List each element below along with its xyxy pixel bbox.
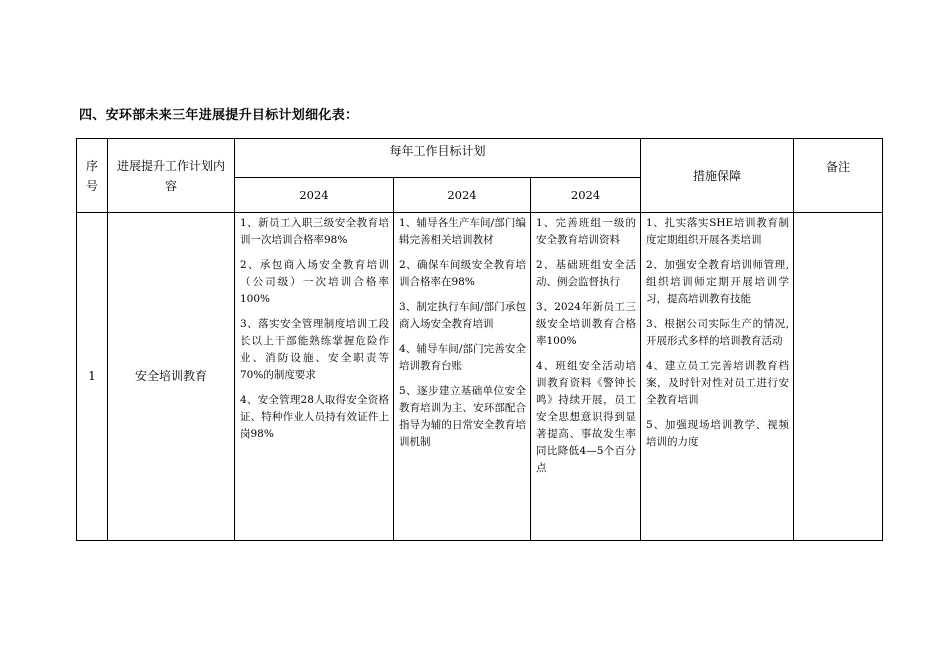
list-item: 2、基础班组安全活动、例会监督执行 [536, 259, 637, 288]
list-item: 1、新员工入职三级安全教育培训一次培训合格率98% [240, 217, 389, 246]
header-measures: 措施保障 [641, 139, 794, 213]
header-year-2: 2024 [394, 178, 531, 213]
header-seq: 序号 [77, 139, 108, 213]
list-item: 4、安全管理28人取得安全资格证、特种作业人员持有效证件上岗98% [240, 394, 389, 440]
row-measures [641, 213, 794, 541]
header-annual-plan: 每年工作目标计划 [235, 139, 641, 178]
row-year-3-plan [531, 213, 641, 541]
header-year-1: 2024 [235, 178, 394, 213]
section-heading: 四、安环部未来三年进展提升目标计划细化表： [79, 108, 359, 123]
list-item: 2、确保车间级安全教育培训合格率在98% [399, 259, 526, 288]
header-content: 进展提升工作计划内容 [108, 139, 235, 213]
list-item: 1、辅导各生产车间/部门编辑完善相关培训教材 [399, 217, 526, 246]
list-item: 1、扎实落实SHE培训教育制度定期组织开展各类培训 [646, 217, 790, 246]
table-row [77, 213, 883, 541]
list-item: 3、制定执行车间/部门承包商入场安全教育培训 [399, 301, 526, 330]
list-item: 3、落实安全管理制度培训工段长以上干部能熟练掌握危险作业、消防设施、安全职责等70%的制度要求 [240, 318, 389, 381]
row-remarks [794, 213, 883, 541]
row-year-2-plan [394, 213, 531, 541]
list-item: 4、建立员工完善培训教育档案，及时针对性对员工进行安全教育培训 [646, 360, 790, 406]
list-item: 3、2024年新员工三级安全培训教育合格率100% [536, 301, 637, 347]
row-content: 安全培训教育 [108, 213, 235, 541]
list-item: 5、加强现场培训教学、视频培训的力度 [646, 419, 790, 448]
list-item: 4、辅导车间/部门完善安全培训教育台账 [399, 343, 526, 372]
list-item: 2、加强安全教育培训师管理,组织培训师定期开展培训学习，提高培训教育技能 [646, 259, 790, 305]
list-item: 2、承包商入场安全教育培训（公司级）一次培训合格率100% [240, 259, 389, 305]
header-remarks: 备注 [794, 139, 883, 213]
row-seq: 1 [77, 213, 108, 541]
list-item: 4、班组安全活动培训教育资料《警钟长鸣》持续开展，员工安全思想意识得到显著提高、事故发生率同比降低4—5个百分点 [536, 360, 637, 474]
list-item: 1、完善班组一级的安全教育培训资料 [536, 217, 637, 246]
list-item: 3、根据公司实际生产的情况,开展形式多样的培训教育活动 [646, 318, 790, 347]
header-year-3: 2024 [531, 178, 641, 213]
list-item: 5、逐步建立基础单位安全教育培训为主、安环部配合指导为辅的日常安全教育培训机制 [399, 385, 526, 448]
row-year-1-plan [235, 213, 394, 541]
target-plan-table [76, 138, 883, 541]
header-row-1 [77, 139, 883, 178]
